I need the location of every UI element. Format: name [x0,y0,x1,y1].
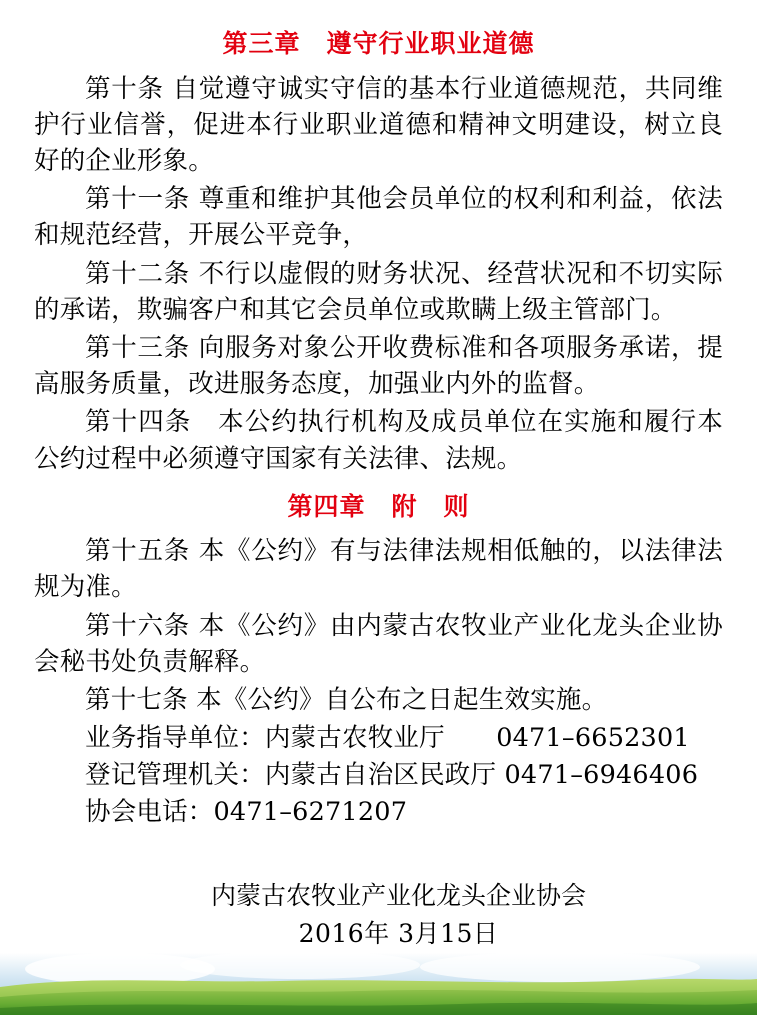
article-16: 第十六条 本《公约》由内蒙古农牧业产业化龙头企业协会秘书处负责解释。 [34,610,723,677]
contact-association-phone: 协会电话：0471–6271207 [85,797,408,828]
article-11: 第十一条 尊重和维护其他会员单位的权利和利益，依法和规范经营，开展公平竞争， [34,184,723,251]
contact-registration-authority: 登记管理机关：内蒙古自治区民政厅 0471–6946406 [85,760,699,791]
article-17: 第十七条 本《公约》自公布之日起生效实施。 [85,685,608,716]
contact-guidance-unit: 业务指导单位：内蒙古农牧业厅 0471–6652301 [85,723,690,754]
decorative-landscape-footer [0,953,757,1015]
article-12: 第十二条 不行以虚假的财务状况、经营状况和不切实际的承诺，欺骗客户和其它会员单位或欺瞒上级主管部门。 [34,258,723,325]
signature-date: 2016年 3月15日 [298,918,499,948]
chapter-4-heading: 第四章 附 则 [287,491,470,521]
article-14: 第十四条 本公约执行机构及成员单位在实施和履行本公约过程中必须遵守国家有关法律、法规。 [34,407,723,474]
signature-organization: 内蒙古农牧业产业化龙头企业协会 [210,881,586,911]
signature-block [34,877,723,952]
article-10: 第十条 自觉遵守诚实守信的基本行业道德规范，共同维护行业信誉，促进本行业职业道德和精神文明建设，树立良好的企业形象。 [34,73,723,176]
article-13: 第十三条 向服务对象公开收费标准和各项服务承诺，提高服务质量，改进服务态度，加强业内外的监督。 [34,332,723,400]
article-15: 第十五条 本《公约》有与法律法规相低触的，以法律法规为准。 [34,536,723,603]
chapter-3-heading: 第三章 遵守行业职业道德 [222,29,535,58]
